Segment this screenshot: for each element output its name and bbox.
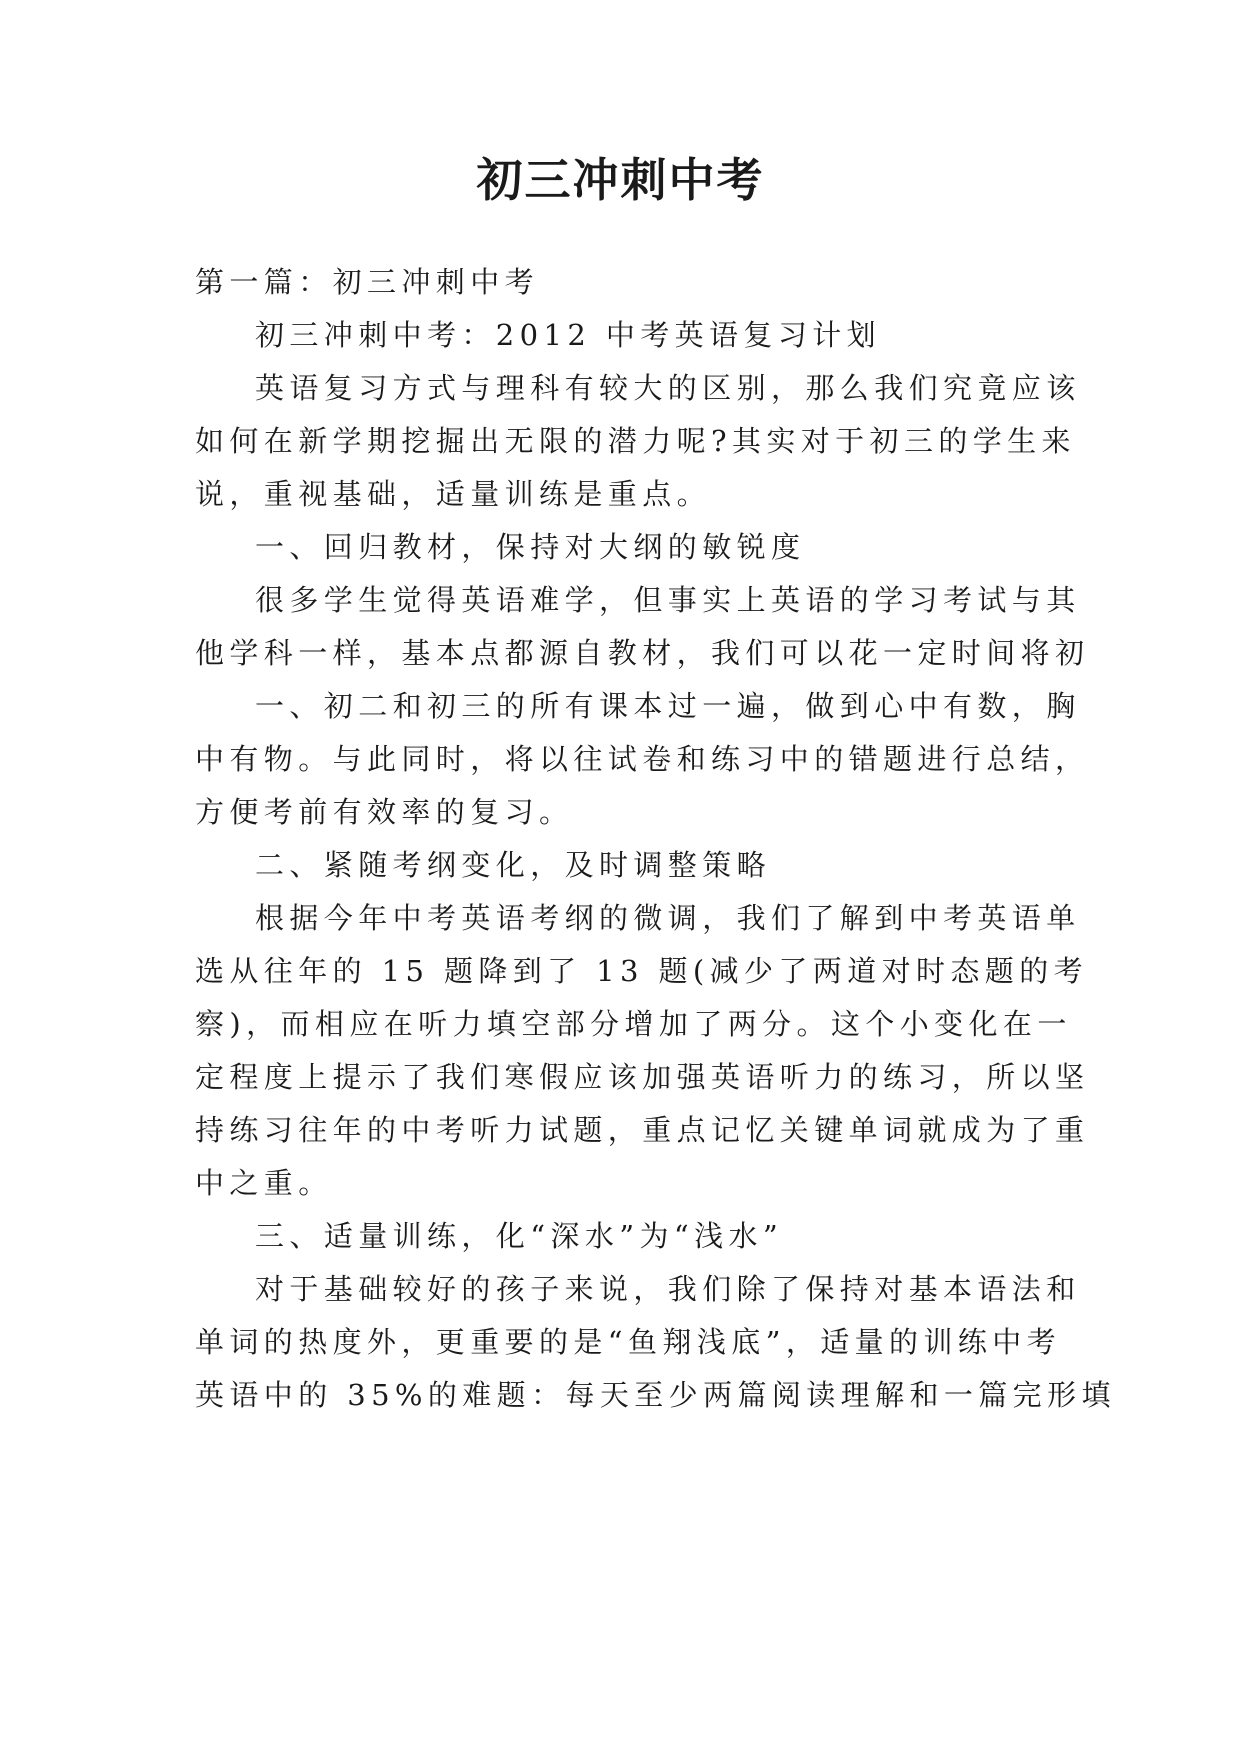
text-line-7: 很多学生觉得英语难学，但事实上英语的学习考试与其: [255, 583, 1081, 617]
text-line-18: 中之重。: [195, 1166, 333, 1200]
text-line-11: 方便考前有效率的复习。: [195, 795, 574, 829]
text-line-5: 说，重视基础，适量训练是重点。: [195, 477, 712, 511]
text-line-19: 三、适量训练，化“深水”为“浅水”: [255, 1219, 784, 1253]
text-line-20: 对于基础较好的孩子来说，我们除了保持对基本语法和: [255, 1272, 1081, 1306]
text-line-9: 一、初二和初三的所有课本过一遍，做到心中有数，胸: [255, 689, 1081, 723]
text-line-12: 二、紧随考纲变化，及时调整策略: [255, 848, 772, 882]
text-line-15: 察)，而相应在听力填空部分增加了两分。这个小变化在一: [195, 1007, 1072, 1041]
text-line-1: 第一篇：初三冲刺中考: [195, 265, 540, 299]
text-line-14: 选从往年的 15 题降到了 13 题(减少了两道对时态题的考: [195, 954, 1088, 988]
text-line-13: 根据今年中考英语考纲的微调，我们了解到中考英语单: [255, 901, 1081, 935]
text-line-21: 单词的热度外，更重要的是“鱼翔浅底”，适量的训练中考: [195, 1325, 1062, 1359]
text-line-22: 英语中的 35%的难题：每天至少两篇阅读理解和一篇完形填: [195, 1378, 1116, 1412]
text-line-17: 持练习往年的中考听力试题，重点记忆关键单词就成为了重: [195, 1113, 1090, 1147]
text-line-6: 一、回归教材，保持对大纲的敏锐度: [255, 530, 806, 564]
text-line-8: 他学科一样，基本点都源自教材，我们可以花一定时间将初: [195, 636, 1090, 670]
document-title: 初三冲刺中考: [476, 153, 765, 207]
text-line-16: 定程度上提示了我们寒假应该加强英语听力的练习，所以坚: [195, 1060, 1090, 1094]
text-line-10: 中有物。与此同时，将以往试卷和练习中的错题进行总结，: [195, 742, 1090, 776]
text-line-3: 英语复习方式与理科有较大的区别，那么我们究竟应该: [255, 371, 1081, 405]
text-line-4: 如何在新学期挖掘出无限的潜力呢?其实对于初三的学生来: [195, 424, 1076, 458]
text-line-2: 初三冲刺中考：2012 中考英语复习计划: [255, 318, 882, 352]
